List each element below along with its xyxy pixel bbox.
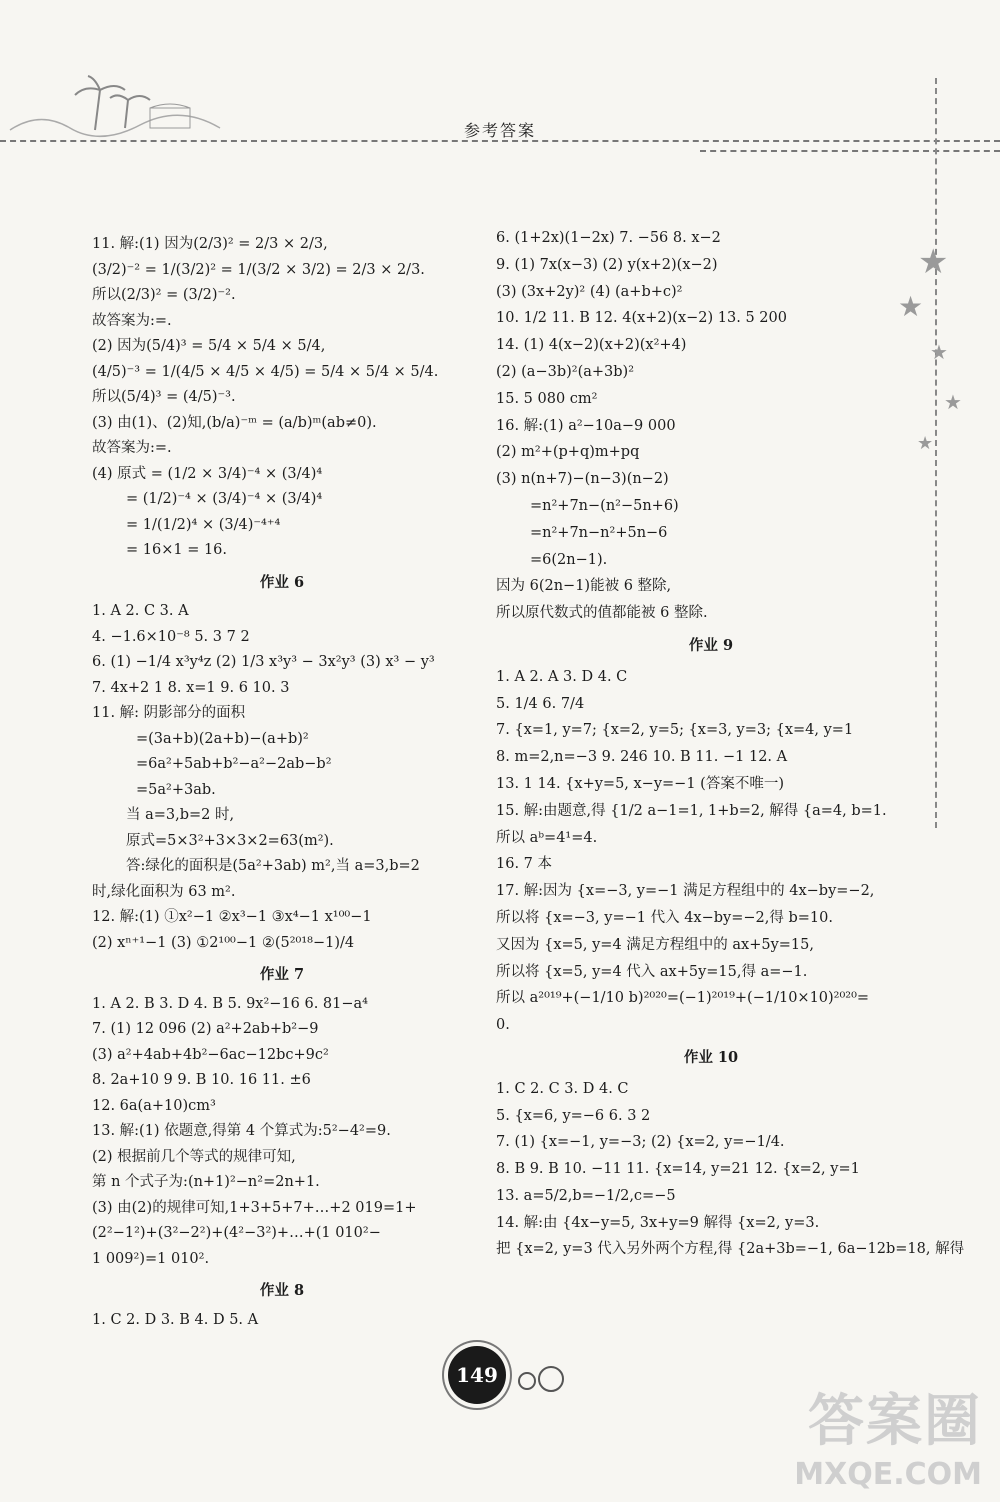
decor-circle [518,1372,536,1390]
page-number: 149 [448,1346,506,1404]
answer-line: 7. (1) {x=−1, y=−3; (2) {x=2, y=−1/4. [496,1134,785,1151]
answer-line: 6. (1+2x)(1−2x) 7. −56 8. x−2 [496,230,721,246]
answer-line: 8. 2a+10 9 9. B 10. 16 11. ±6 [92,1072,311,1088]
answer-line: (3) 由(1)、(2)知,(b/a)⁻ᵐ = (a/b)ᵐ(ab≠0). [92,414,377,431]
margin-dashed-line [935,78,937,828]
answer-line: 13. 解:(1) 依题意,得第 4 个算式为:5²−4²=9. [92,1123,391,1139]
star-icon: ★ [917,433,934,454]
answer-line: (3) 由(2)的规律可知,1+3+5+7+…+2 019=1+ [92,1199,417,1216]
answer-line: 5. 1/4 6. 7/4 [496,695,585,712]
answer-line: =(3a+b)(2a+b)−(a+b)² [136,730,309,747]
answer-line: 12. 解:(1) ①x²−1 ②x³−1 ③x⁴−1 x¹⁰⁰−1 [92,909,372,925]
answer-line: 把 {x=2, y=3 代入另外两个方程,得 {2a+3b=−1, 6a−12b=18, 解得 [496,1241,965,1258]
answer-line: (2) (a−3b)²(a+3b)² [496,363,635,380]
answer-line: 5. {x=6, y=−6 6. 3 2 [496,1107,651,1124]
answer-line: 原式=5×3²+3×3×2=63(m²). [126,832,334,849]
answer-line: 第 n 个式子为:(n+1)²−n²=2n+1. [92,1174,320,1190]
answer-line: 1. A 2. C 3. A [92,603,189,619]
decor-circle [538,1366,564,1392]
section-heading: 作业 7 [259,966,305,983]
answer-line: 9. (1) 7x(x−3) (2) y(x+2)(x−2) [496,256,718,273]
answer-line: 6. (1) −1/4 x³y⁴z (2) 1/3 x³y³ − 3x²y³ (3) x³ − y³ [92,654,435,670]
answer-line: 14. (1) 4(x−2)(x+2)(x²+4) [496,337,687,354]
answer-line: =6a²+5ab+b²−a²−2ab−b² [136,756,332,772]
answer-line: (2) 根据前几个等式的规律可知, [92,1148,296,1165]
answer-line: 0. [496,1017,510,1034]
answer-line: 又因为 {x=5, y=4 满足方程组中的 ax+5y=15, [496,936,814,953]
answer-line: 10. 1/2 11. B 12. 4(x+2)(x−2) 13. 5 200 [496,310,787,327]
answer-line: 时,绿化面积为 63 m². [92,883,236,900]
section-heading: 作业 8 [259,1282,305,1299]
answer-line: 当 a=3,b=2 时, [126,807,235,823]
answer-line: 所以原代数式的值都能被 6 整除. [496,605,708,622]
watermark-logo: 答案圈 [808,1389,982,1454]
answer-line: 故答案为:=. [92,440,172,456]
answer-line: 11. 解: 阴影部分的面积 [92,705,246,721]
page-header-title: 参考答案 [463,121,536,140]
left-answer-column [92,232,472,1333]
answer-line: 1. A 2. A 3. D 4. C [496,668,628,685]
watermark-url: MXQE.COM [794,1457,982,1492]
answer-line: 17. 解:因为 {x=−3, y=−1 满足方程组中的 4x−by=−2, [496,883,875,900]
watermark [794,1377,982,1492]
star-icon: ★ [944,390,962,414]
answer-line: 故答案为:=. [92,312,172,329]
star-icon: ★ [918,242,949,282]
header-rule-2 [700,150,1000,152]
answer-line: (2) m²+(p+q)m+pq [496,444,640,461]
answer-line: = (1/2)⁻⁴ × (3/4)⁻⁴ × (3/4)⁴ [126,491,323,507]
answer-line: 所以将 {x=−3, y=−1 代入 4x−by=−2,得 b=10. [496,909,833,926]
answer-line: 1. C 2. D 3. B 4. D 5. A [92,1311,259,1328]
answer-line: 8. B 9. B 10. −11 11. {x=14, y=21 12. {x=2, y=1 [496,1161,860,1178]
answer-line: 16. 7 本 [496,856,553,873]
answer-line: (2²−1²)+(3²−2²)+(4²−3²)+…+(1 010²− [92,1225,381,1241]
answer-line: 所以 aᵇ=4¹=4. [496,829,598,846]
answer-line: 16. 解:(1) a²−10a−9 000 [496,417,676,434]
answer-line: (3) n(n+7)−(n−3)(n−2) [496,471,669,488]
answer-line: 答:绿化的面积是(5a²+3ab) m²,当 a=3,b=2 [126,858,420,874]
answer-line: 4. −1.6×10⁻⁸ 5. 3 7 2 [92,628,250,645]
answer-line: 所以(2/3)² = (3/2)⁻². [92,287,236,303]
answer-line: (4) 原式 = (1/2 × 3/4)⁻⁴ × (3/4)⁴ [92,465,323,482]
star-icon: ★ [898,290,924,323]
answer-line: 15. 解:由题意,得 {1/2 a−1=1, 1+b=2, 解得 {a=4, b=1. [496,802,887,819]
answer-line: 11. 解:(1) 因为(2/3)² = 2/3 × 2/3, [92,236,328,252]
answer-line: 13. 1 14. {x+y=5, x−y=−1 (答案不唯一) [496,775,784,792]
answer-line: = 1/(1/2)⁴ × (3/4)⁻⁴⁺⁴ [126,516,281,533]
answer-line: =6(2n−1). [530,551,608,568]
answer-line: (2) xⁿ⁺¹−1 (3) ①2¹⁰⁰−1 ②(5²⁰¹⁸−1)/4 [92,934,355,951]
answer-line: 1. A 2. B 3. D 4. B 5. 9x²−16 6. 81−a⁴ [92,995,368,1012]
answer-line: (3/2)⁻² = 1/(3/2)² = 1/(3/2 × 3/2) = 2/3 × 2/3. [92,261,425,278]
answer-line: 所以 a²⁰¹⁹+(−1/10 b)²⁰²⁰=(−1)²⁰¹⁹+(−1/10×10)²⁰²⁰= [496,990,870,1007]
answer-line: 15. 5 080 cm² [496,390,598,407]
answer-line: 7. 4x+2 1 8. x=1 9. 6 10. 3 [92,679,290,696]
answer-line: 1 009²)=1 010². [92,1250,210,1267]
answer-line: 1. C 2. C 3. D 4. C [496,1080,629,1097]
section-heading: 作业 9 [688,636,734,654]
answer-line: =5a²+3ab. [136,781,216,798]
answer-line: = 16×1 = 16. [126,542,228,558]
answer-line: (3) a²+4ab+4b²−6ac−12bc+9c² [92,1046,329,1063]
answer-line: =n²+7n−(n²−5n+6) [530,497,679,514]
answer-line: (3) (3x+2y)² (4) (a+b+c)² [496,283,683,300]
answer-line: 8. m=2,n=−3 9. 246 10. B 11. −1 12. A [496,749,788,766]
answer-line: =n²+7n−n²+5n−6 [530,524,668,541]
answer-line: 因为 6(2n−1)能被 6 整除, [496,578,672,595]
section-heading: 作业 6 [259,573,305,591]
answer-line: 14. 解:由 {4x−y=5, 3x+y=9 解得 {x=2, y=3. [496,1214,820,1231]
answer-line: (4/5)⁻³ = 1/(4/5 × 4/5 × 4/5) = 5/4 × 5/4 × 5/4. [92,363,439,380]
right-answer-column [496,225,965,1263]
answer-line: (2) 因为(5/4)³ = 5/4 × 5/4 × 5/4, [92,338,326,354]
section-heading: 作业 10 [683,1048,739,1066]
answer-line: 13. a=5/2,b=−1/2,c=−5 [496,1187,676,1204]
answer-line: 12. 6a(a+10)cm³ [92,1097,216,1114]
answer-line: 所以将 {x=5, y=4 代入 ax+5y=15,得 a=−1. [496,963,808,980]
star-icon: ★ [930,340,948,364]
answer-line: 所以(5/4)³ = (4/5)⁻³. [92,389,236,405]
answer-line: 7. (1) 12 096 (2) a²+2ab+b²−9 [92,1021,319,1037]
answer-line: 7. {x=1, y=7; {x=2, y=5; {x=3, y=3; {x=4, y=1 [496,722,854,739]
